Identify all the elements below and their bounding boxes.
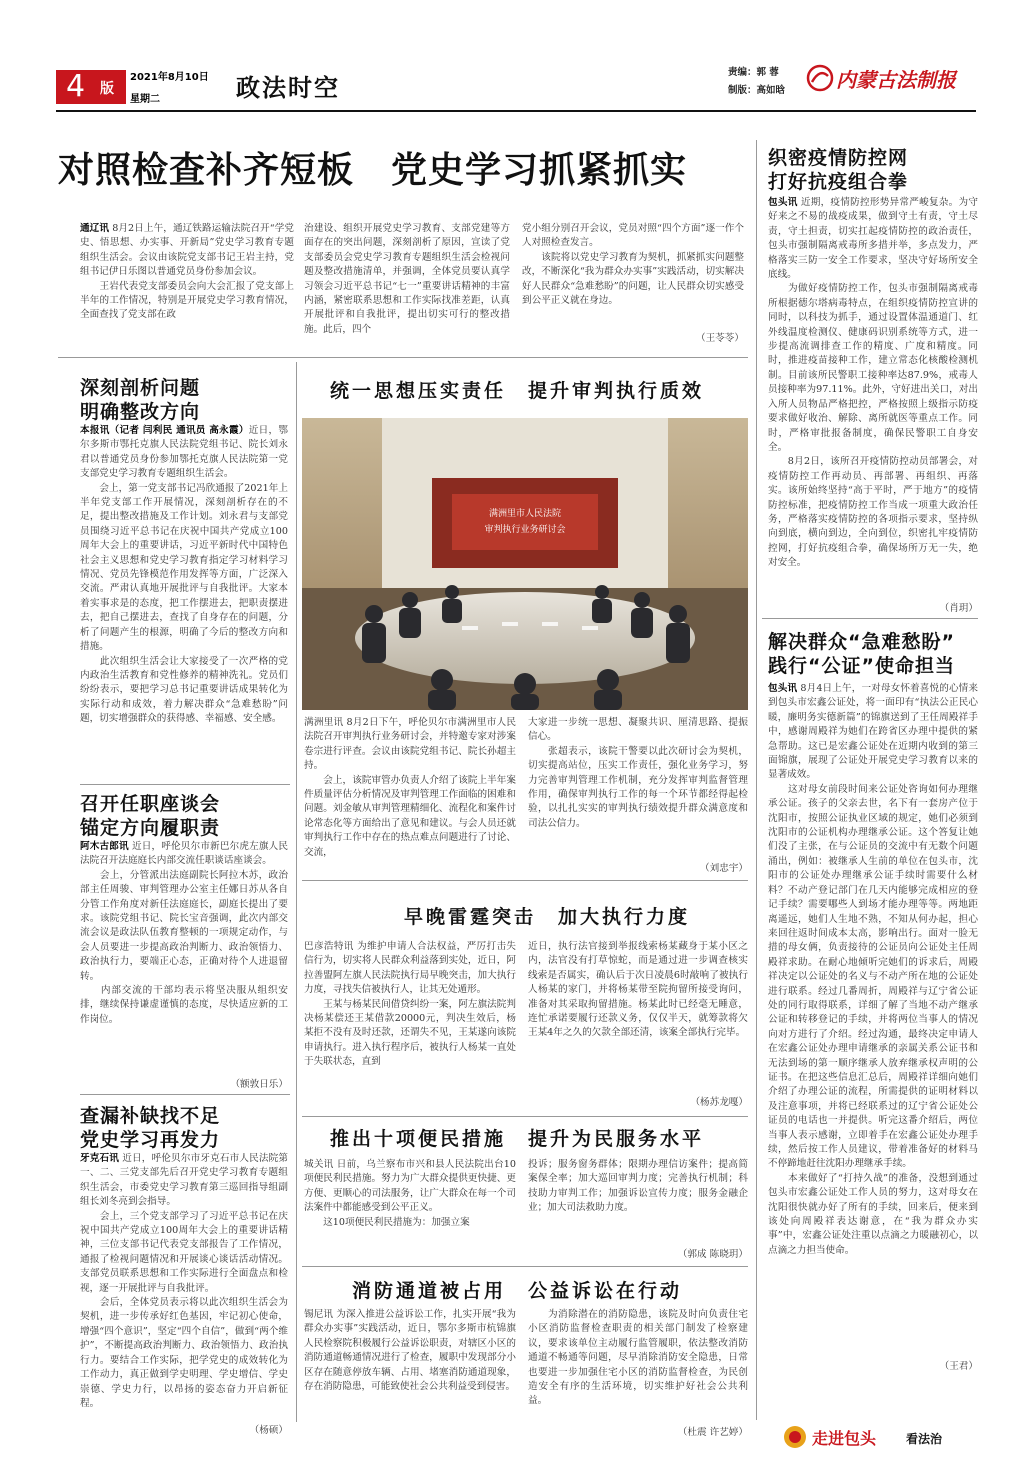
left3-lead: 牙克石讯 xyxy=(80,1153,120,1164)
mid2-col1: 巴彦浩特讯 为维护申请人合法权益，严厉打击失信行为，切实将人民群众利益落到实处，近日，阿拉善盟阿左旗人民法院执行局早晚突击，加大执行力度，寻找失信被执行人，让其无处遁形。 王某与杨某民间借贷纠纷一案，阿左旗法院判决杨某偿还王某借款20000元，判决生效后，杨某拒不没有及时还款，还谓失不见，王某遂向该院申请执行。进入执行程序后，被执行人杨某一直处于失联状态，直到 xyxy=(304,941,516,1068)
left3-body xyxy=(80,1152,288,1420)
mid-rule-2 xyxy=(302,1116,748,1117)
right1-title: 织密疫情防控网 打好抗疫组合拳 xyxy=(768,147,909,193)
article1-col1-text: 8月2日上午，通辽铁路运输法院召开“学党史、悟思想、办实事、开新局”党史学习教育专题组织生活会。会议由该院党支部书记王岩主持，党组书记伊日乐图以普通党员身份参加会议。 王岩代表党支部委员会向大会汇报了党支部上半年的工作情况，特别是开展党史学习教育情况，全面查找了党支部在政 xyxy=(80,223,294,321)
mid4-col2: 为消除潜在的消防隐患，该院及时向负责住宅小区消防监督检查职责的相关部门制发了检察建议，要求该单位主动履行监管履职，依法整改消防通道不畅通等问题，尽早消除消防安全隐患，日常也要进一步加强住宅小区的消防监督检查，为民创造安全有序的生活环境，切实维护好社会公共利益。 xyxy=(528,1309,748,1407)
page-number-box xyxy=(56,70,126,104)
left-column-divider xyxy=(296,362,297,1422)
page-header xyxy=(0,58,1024,110)
article1-col2: 治建设、组织开展党史学习教育、支部党建等方面存在的突出问题，深刻剖析了原因，宣读了党支部委员会党史学习教育专题组织生活会检视问题及整改措施清单，并强调，全体党员要认真学习领会习近平总书记“七一”重要讲话精神的丰富内涵，紧密联系思想和工作实际找准差距，认真开展批评和自我批评，提出切实可行的整改措施。此后，四个 xyxy=(304,223,510,335)
producer-credit: 制版：高如晗 xyxy=(728,85,786,96)
meeting-photo-illustration xyxy=(302,418,748,710)
right1-body-text: 近期，疫情防控形势异常严峻复杂。为守好来之不易的战疫成果，做到守土有责，守土尽责，守土担责，切实扛起疫情防控的政治责任，包头市强制隔离戒毒所多措并举，多点发力，严格落实三防一安全工作要求，坚决守好场所安全底线。 为做好疫情防控工作，包头市强制隔离戒毒所根据德尔塔病毒特点，在组织疫情防控宣讲的同时，以科技为抓手，通过设置体温通道门、红外线温度检测仪、健康码识别系统等方式，进一步提高流调排查工作的精度、广度和精度。同时，推进疫苗接种工作，建立常态化核酸检测机制。目前该所民警职工接种率达87.9%，戒毒人员接种率为97.11%。此外，守好进出关口，对出入所人员物品严格把控，严格按照上级指示防疫要求做好收治、解除、离所就医等重点工作。同时，严格审批报备制度，确保民警职工自身安全。 8月2日，该所召开疫情防控动员部署会，对疫情防控工作再动员、再部署、再组织、再落实。该所始终坚持“高于平时，严于地方”的疫情防控标准，把疫情防控工作当成一项重大政治任务，严格落实疫情防控的各项指示要求，坚持纵向到底，横向到边，全向到位，织密扎牢疫情防控网，打好抗疫组合拳，确保场所万无一失，绝对安全。 xyxy=(768,197,978,569)
article1-lead: 通辽讯 xyxy=(80,223,110,234)
article1-col3: 党小组分别召开会议，党员对照“四个方面”逐一作个人对照检查发言。 该院将以党史学习教育为契机，抓紧抓实问题整改，不断深化“我为群众办实事”实践活动，切实解决好人民群众“急难愁盼”的问题，让人民群众切实感受到公平正义就在身边。 xyxy=(522,223,744,307)
mid-rule-1 xyxy=(302,880,748,881)
left1-body-text: 近日，鄂尔多斯市鄂托克旗人民法院党组书记、院长刘永君以普通党员身份参加鄂托克旗人民法院第一党支部党史学习教育专题组织生活会。 会上，第一党支部书记冯欣通报了2021年上半年党支部工作开展情况，深刻剖析存在的不足，提出整改措施及工作计划。刘永君与支部党员围绕习近平总书记在庆祝中国共产党成立100周年大会上的重要讲话，习近平新时代中国特色社会主义思想和党史学习教育指定学习材料学习情况、党员先锋模范作用发挥等方面，广泛深入交流。严肃认真地开展批评与自我批评。大家本着实事求是的态度，把工作摆进去，把职责摆进去，把自己摆进去，查找了自身存在的问题，分析了问题产生的根源，明确了今后的整改方向和措施。 此次组织生活会让大家接受了一次严格的党内政治生活教育和党性修养的精神洗礼。党员们纷纷表示，要把学习总书记重要讲话成果转化为实际行动和成效，着力解决群众“急难愁盼”问题，切实增强群众的获得感、幸福感、安全感。 xyxy=(80,425,288,725)
footer-brand-sub: 看法治 xyxy=(906,1432,943,1446)
main-headline: 对照检查补齐短板 党史学习抓紧抓实 xyxy=(58,150,688,191)
screen-text-line1: 满洲里市人民法院 xyxy=(488,509,562,519)
right2-body xyxy=(768,682,978,1354)
mid4-col1: 锡尼讯 为深入推进公益诉讼工作，扎实开展“我为群众办实事”实践活动，近日，鄂尔多斯市杭锦旗人民检察院积极履行公益诉讼职责，对辖区小区的消防通道畅通情况进行了检查，履职中发现部分小区存在随意停放车辆、占用、堵塞消防通道现象，存在消防隐患，可能致使社会公共利益受到侵害。 xyxy=(304,1309,516,1393)
page-label: 版 xyxy=(100,81,114,97)
mid2-col2: 近日，执行法官接到举报线索杨某藏身于某小区之内，法官没有打草惊蛇，而是通过进一步调查核实线索是否属实，确认后于次日凌晨6时敲响了被执行人杨某的家门，并将杨某带至院拘留所接受询问，准备对其采取拘留措施。杨某此时已经毫无睡意，连忙承诺要履行还款义务，仅仅半天，就筹款将欠王某4年之久的欠款全部还清，该案全部执行完毕。 xyxy=(528,941,748,1039)
left1-body xyxy=(80,424,288,776)
right-column-divider xyxy=(756,140,757,1420)
left3-title: 查漏补缺找不足 党史学习再发力 xyxy=(80,1105,221,1151)
header-rule xyxy=(56,110,976,112)
meeting-photo xyxy=(302,418,748,710)
mid-rule-3 xyxy=(302,1266,748,1267)
right2-signature: （王君） xyxy=(939,1361,978,1372)
editor-credit: 责编：郭 蓉 xyxy=(728,67,779,78)
mid3-signature: （郭成 陈晓玥） xyxy=(677,1249,748,1260)
mid3-title: 推出十项便民措施 提升为民服务水平 xyxy=(330,1128,705,1150)
newspaper-logo xyxy=(806,60,976,94)
logo-text: 内蒙古法制报 xyxy=(836,68,956,92)
left3-signature: （杨硕） xyxy=(249,1425,288,1436)
mid4-title: 消防通道被占用 公益诉讼在行动 xyxy=(352,1280,683,1302)
article1-col1 xyxy=(80,222,294,352)
mid2-title: 早晚雷霆突击 加大执行力度 xyxy=(404,906,691,928)
mid1-signature: （刘忠宇） xyxy=(700,863,748,874)
screen-text-line2: 审判执行业务研讨会 xyxy=(484,525,566,535)
footer-brand-text: 走进包头 xyxy=(812,1429,877,1448)
left1-byline: 本报讯（记者 闫利民 通讯员 高永霞） xyxy=(80,425,249,436)
left2-body xyxy=(80,840,288,1074)
mid3-col2: 投诉；服务窗务群体；限期办理信访案件；提高简案保全率；加大巡回审判力度；完善执行机制；科技助力审判工作；加强诉讼宣传力度；服务金融企业；加大司法救助力度。 xyxy=(528,1159,748,1214)
mid1-col2: 大家进一步统一思想、凝聚共识、厘清思路、提振信心。 张超表示，该院干警要以此次研讨会为契机，切实提高站位，压实工作责任，强化业务学习，努力完善审判管理工作机制，充分发挥审判监督管理作用，确保审判执行工作的每一个环节都经得起检验，以扎扎实实的审判执行绩效提升群众满意度和司法公信力。 xyxy=(528,717,748,829)
footer-brand xyxy=(782,1420,982,1456)
top-article-rule xyxy=(58,357,748,358)
mid1-title: 统一思想压实责任 提升审判执行质效 xyxy=(330,380,705,402)
left2-lead: 阿木古郎讯 xyxy=(80,841,129,852)
right1-signature: （肖玥） xyxy=(939,603,978,614)
page-number: 4 xyxy=(66,69,86,104)
right1-body xyxy=(768,196,978,592)
issue-date: 2021年8月10日 xyxy=(130,72,209,83)
right2-lead: 包头讯 xyxy=(768,683,798,694)
right2-title: 解决群众“急难愁盼” 践行“公证”使命担当 xyxy=(768,631,955,677)
mid2-signature: （杨苏龙嘎） xyxy=(690,1097,748,1108)
left2-title: 召开任职座谈会 锚定方向履职责 xyxy=(80,793,221,839)
left2-signature: （额敦日乐） xyxy=(230,1079,288,1090)
left3-body-text: 近日，呼伦贝尔市牙克石市人民法院第一、二、三党支部先后召开党史学习教育专题组织生活会，市委党史学习教育第三巡回指导组副组长刘冬亮到会指导。 会上，三个党支部学习了习近平总书记在庆祝中国共产党成立100周年大会上的重要讲话精神，三位支部书记代表党支部报告了工作情况，通报了检视问题情况和开展谈心谈话活动情况。支部党员联系思想和工作实际进行全面盘点和检视，逐一开展批评与自我批评。 会后，全体党员表示将以此次组织生活会为契机，进一步传承好红色基因，牢记初心使命，增强“四个意识”，坚定“四个自信”，做到“两个维护”，不断提高政治判断力、政治领悟力、政治执行力。要结合工作实际，把学党史的成效转化为工作动力，真正做到学史明理、学史增信、学史崇德、学史力行，以昂扬的姿态奋力开启新征程。 xyxy=(80,1153,288,1409)
mid3-col1: 城关讯 日前，乌兰察布市兴和县人民法院出台10项便民利民措施。努力为广大群众提供更快捷、更方便、更顺心的司法服务，让广大群众在每一个司法案件中都能感受到公平正义。 这10项便民利民措施为：加强立案 xyxy=(304,1159,516,1228)
logo-mark-icon xyxy=(806,64,834,92)
section-title: 政法时空 xyxy=(236,74,340,102)
brand-sun-icon xyxy=(782,1424,808,1450)
left-rule-1 xyxy=(80,784,290,785)
mid4-signature: （杜震 许艺婷） xyxy=(677,1427,748,1438)
right2-body-text: 8月4日上午，一对母女怀着喜悦的心情来到包头市宏鑫公证处，将一面印有“执法公正民心暖，廉明务实德新篇”的锦旗送到了王任周殿祥手中，感谢周殿祥为她们在跨省区办理中提供的紧急帮助。这已是宏鑫公证处在近期内收到的第三面锦旗，展现了公证处开展党史学习教育以来的显著成效。 这对母女前段时间来公证处咨询如何办理继承公证。孩子的父亲去世，名下有一套房产位于沈阳市，按照公证执业区域的规定，她们必须到沈阳市的公证机构办理继承公证。这个答复让她们没了主张，在与公证员的交流中有无数个问题涌出，例如：被继承人生前的单位在包头市，沈阳市的公证处办理继承公证手续时需要什么材料？不动产登记部门在几天内能够完成相应的登记手续？需要哪些人到场才能办理等等。两地距离遥远，她们人生地不熟，不知从何办起，担心来回往返时间成本太高，影响出行。面对一脸无措的母女俩，负责接待的公证员向公证处主任周殿祥求助。在耐心地倾听完她们的诉求后，周殿祥决定以公证处的名义与不动产所在地的公证处进行联系。经过几番周折，周殿祥与辽宁省公证处的同行取得联系，详细了解了当地不动产继承公证和转移登记的手续，并将两位当事人的情况向对方进行了介绍。经过沟通，最终决定申请人在宏鑫公证处办理申请继承的亲属关系公证书和无法到场的第一顺序继承人放弃继承权声明的公证书。在把这些信息汇总后，周殿祥详细向她们介绍了办理公证的流程，所需提供的证明材料以及注意事项，并将已经联系过的辽宁省公证处公证员的电话也一并提供。听完这番介绍后，两位当事人表示感谢，立即着手在宏鑫公证处办理手续，然后按工作人员建议，带着准备好的材料马不停蹄地赶往沈阳办理继承手续。 本来做好了“打持久战”的准备，没想到通过包头市宏鑫公证处工作人员的努力，这对母女在沈阳很快就办好了所有的手续，回来后，便来到该处向周殿祥表达谢意，在“我为群众办实事”中，宏鑫公证处注重以点滴之力暖融初心，以点滴之力担当使命。 xyxy=(768,683,978,1256)
left-rule-2 xyxy=(80,1094,290,1095)
right1-lead: 包头讯 xyxy=(768,197,798,208)
article1-signature: （王苓苓） xyxy=(696,333,744,344)
mid1-col1: 满洲里讯 8月2日下午，呼伦贝尔市满洲里市人民法院召开审判执行业务研讨会，并特邀专家对涉案卷宗进行评查。会议由该院党组书记、院长孙超主持。 会上，该院审管办负责人介绍了该院上半年案件质量评估分析情况及审判管理工作面临的困难和问题。刘金敏从审判管理精细化、流程化和案件讨论常态化等方面给出了意见和建议。与会人员还就审判执行工作中存在的热点难点问题进行了讨论、交流， xyxy=(304,717,516,858)
left2-body-text: 近日，呼伦贝尔市新巴尔虎左旗人民法院召开法庭庭长内部交流任职谈话座谈会。 会上，分管派出法庭副院长阿拉木苏，政治部主任周骏、审判管理办公室主任娜日苏从各自分管工作角度对新任法庭庭长，副庭长提出了要求。该院党组书记、院长宝音强调，此次内部交流会议是政法队伍教育整顿的一项规定动作，与会人员要进一步提高政治判断力、政治领悟力、政治执行力，要端正心态，正确对待个人进退留转。 内部交流的干部均表示将坚决服从组织安排，继续保持谦虚谨慎的态度，尽快适应新的工作岗位。 xyxy=(80,841,288,1025)
issue-weekday: 星期二 xyxy=(130,94,160,105)
left1-title: 深刻剖析问题 明确整改方向 xyxy=(80,377,201,423)
right-rule-1 xyxy=(762,618,978,619)
